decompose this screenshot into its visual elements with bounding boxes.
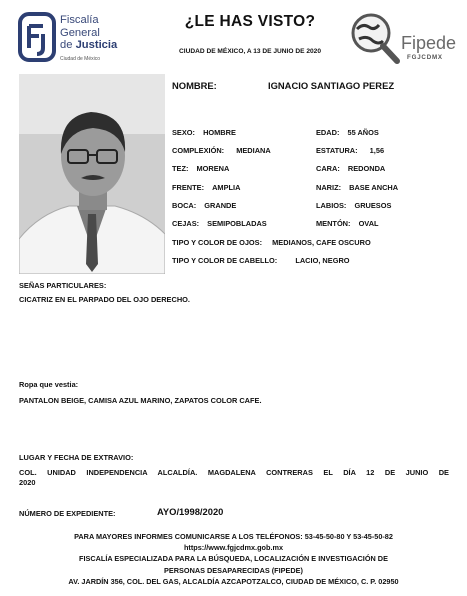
field-value: MORENA xyxy=(196,164,230,173)
field-label: ESTATURA: xyxy=(316,146,358,155)
magnifier-globe-icon xyxy=(345,9,405,69)
field-label: CARA: xyxy=(316,164,340,173)
fipede-name: Fipede xyxy=(401,33,457,53)
fgj-line3-bold: Justicia xyxy=(75,39,118,51)
field-value: LACIO, NEGRO xyxy=(295,256,350,265)
footer-contact xyxy=(20,531,447,587)
field-hair xyxy=(172,256,350,265)
lost-value-line1: COL. UNIDAD INDEPENDENCIA ALCALDÍA. MAGDALENA CONTRERAS EL DÍA 12 DE JUNIO DE xyxy=(19,468,449,477)
footer-agency-line2: PERSONAS DESAPARECIDAS (FIPEDE) xyxy=(164,565,303,575)
field-label: COMPLEXIÓN: xyxy=(172,146,225,155)
field-forehead xyxy=(172,183,240,192)
field-label: LABIOS: xyxy=(316,201,347,210)
field-label: EDAD: xyxy=(316,128,340,137)
name-value: IGNACIO SANTIAGO PEREZ xyxy=(268,80,395,91)
field-value: BASE ANCHA xyxy=(349,183,399,192)
field-mouth xyxy=(172,201,236,210)
field-value: HOMBRE xyxy=(203,128,236,137)
clothes-label: Ropa que vestia: xyxy=(19,380,79,389)
fipede-logo xyxy=(345,5,457,73)
field-value: SEMIPOBLADAS xyxy=(207,219,267,228)
field-eyebrows xyxy=(172,219,267,228)
field-sex xyxy=(172,128,236,137)
field-value: 1,56 xyxy=(369,146,385,155)
fgj-line1: Fiscalía xyxy=(60,14,99,26)
field-label: FRENTE: xyxy=(172,183,205,192)
field-face xyxy=(316,164,385,173)
field-height xyxy=(316,146,384,155)
file-number-value: AYO/1998/2020 xyxy=(157,506,224,517)
person-photo xyxy=(19,74,165,274)
footer-address: AV. JARDÍN 356, COL. DEL GAS, ALCALDÍA AZCAPOTZALCO, CIUDAD DE MÉXICO, C. P. 02950 xyxy=(68,576,399,586)
field-label: SEXO: xyxy=(172,128,195,137)
field-lips xyxy=(316,201,391,210)
file-number-label: NÚMERO DE EXPEDIENTE: xyxy=(19,509,116,518)
footer-phones: PARA MAYORES INFORMES COMUNICARSE A LOS TELÉFONOS: 53-45-50-80 Y 53-45-50-82 xyxy=(74,532,393,541)
signs-value: CICATRIZ EN EL PARPADO DEL OJO DERECHO. xyxy=(19,295,190,304)
field-eyes xyxy=(172,238,371,247)
field-label: CEJAS: xyxy=(172,219,200,228)
field-value: OVAL xyxy=(358,219,379,228)
field-value: REDONDA xyxy=(347,164,386,173)
field-label: BOCA: xyxy=(172,201,197,210)
lost-value-line2: 2020 xyxy=(19,478,36,487)
field-value: MEDIANOS, CAFE OSCURO xyxy=(272,238,371,247)
field-label: TIPO Y COLOR DE CABELLO: xyxy=(172,256,278,265)
name-label: NOMBRE: xyxy=(172,80,217,91)
fgj-line2: General xyxy=(60,26,100,39)
field-value: 55 AÑOS xyxy=(347,128,379,137)
fgj-line3-prefix: de xyxy=(60,39,76,51)
field-value: AMPLIA xyxy=(212,183,241,192)
person-portrait-icon xyxy=(19,74,165,274)
fgj-line3 xyxy=(60,39,117,52)
field-age xyxy=(316,128,379,137)
city-date: CIUDAD DE MÉXICO, A 13 DE JUNIO DE 2020 xyxy=(178,48,322,55)
footer-website-link[interactable]: https://www.fgjcdmx.gob.mx xyxy=(183,543,284,553)
field-label: TEZ: xyxy=(172,164,189,173)
field-build xyxy=(172,146,271,155)
fgj-emblem-icon xyxy=(18,12,56,62)
fgj-logo-text xyxy=(60,14,117,52)
fipede-sub: FGJCDMX xyxy=(407,54,443,61)
clothes-value: PANTALON BEIGE, CAMISA AZUL MARINO, ZAPATOS COLOR CAFE. xyxy=(19,396,262,405)
fgj-logo-sub: Ciudad de México xyxy=(60,56,101,62)
field-value: GRANDE xyxy=(204,201,237,210)
field-label: MENTÓN: xyxy=(316,219,351,228)
field-value: MEDIANA xyxy=(236,146,271,155)
field-skin xyxy=(172,164,229,173)
field-label: NARIZ: xyxy=(316,183,342,192)
page-title: ¿LE HAS VISTO? xyxy=(184,13,316,30)
field-label: TIPO Y COLOR DE OJOS: xyxy=(172,238,263,247)
footer-agency-line1: FISCALÍA ESPECIALIZADA PARA LA BÚSQUEDA, LOCALIZACIÓN E INVESTIGACIÓN DE xyxy=(79,554,388,564)
field-chin xyxy=(316,219,379,228)
signs-label: SEÑAS PARTICULARES: xyxy=(19,281,107,290)
lost-label: LUGAR Y FECHA DE EXTRAVIO: xyxy=(19,453,134,462)
field-value: GRUESOS xyxy=(354,201,392,210)
field-nose xyxy=(316,183,398,192)
